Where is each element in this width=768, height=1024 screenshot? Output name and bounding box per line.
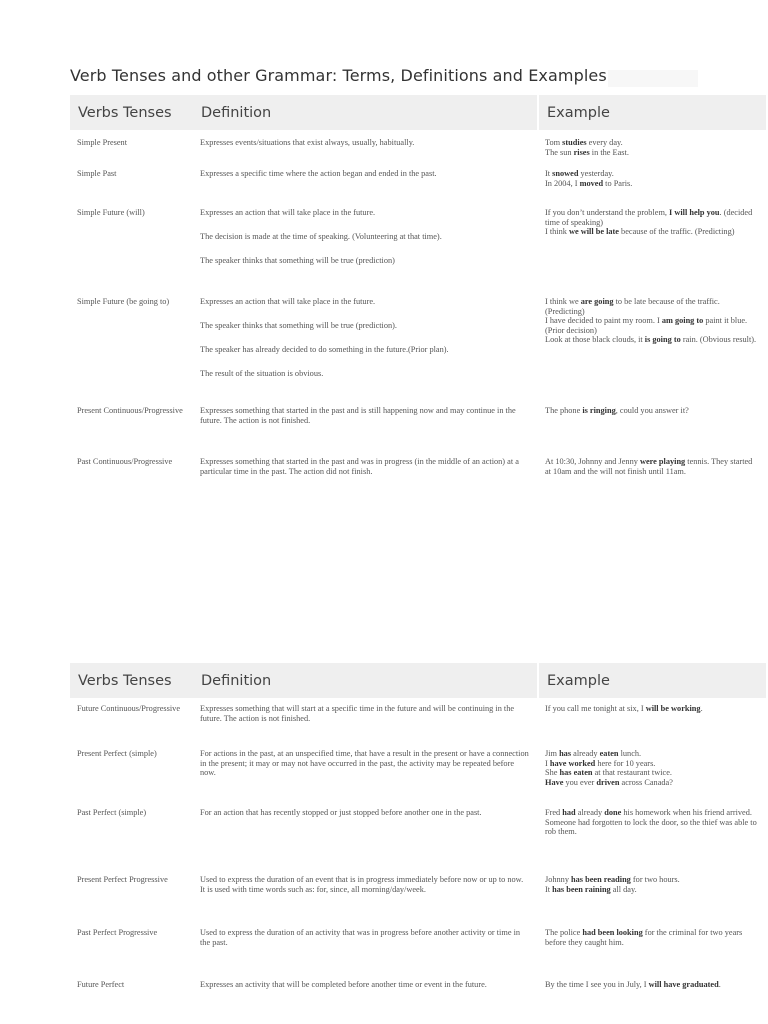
example-line — [545, 138, 758, 148]
definition-line: Expresses something that started in the past and is still happening now and may continue in the future. The action is not finished. — [200, 406, 516, 425]
definition-line: The speaker thinks that something will be true (prediction) — [200, 255, 395, 265]
tense-example — [538, 297, 766, 406]
example-text: . — [700, 704, 703, 713]
example-verb: studies — [562, 138, 587, 147]
example-line — [545, 316, 758, 335]
example-text: , could you answer it? — [615, 406, 689, 415]
tense-definition — [193, 406, 538, 457]
tense-definition — [193, 130, 538, 169]
table-header-row — [70, 95, 766, 130]
tense-table-2 — [70, 663, 766, 1020]
tense-table-1 — [70, 95, 766, 512]
example-text: I think — [545, 227, 569, 237]
tense-name: Past Continuous/Progressive — [77, 457, 173, 466]
header-verbs-tenses: Verbs Tenses — [70, 663, 193, 698]
header-definition: Definition — [193, 663, 538, 698]
example-verb: done — [604, 808, 622, 817]
tense-definition — [193, 208, 538, 297]
example-verb: were playing — [639, 457, 686, 466]
example-text: because of the traffic. (Predicting) — [618, 227, 735, 237]
example-text: Jim — [545, 749, 560, 758]
example-text: I — [545, 758, 550, 768]
tense-name: Simple Future (will) — [77, 208, 145, 217]
definition-line: The speaker thinks that something will be true (prediction). — [200, 320, 397, 330]
example-text: lunch. — [618, 749, 642, 758]
example-text: Tom — [545, 138, 563, 147]
definition-line: Expresses an action that will take place in the future. — [200, 297, 376, 306]
example-text: to be late because of the traffic. (Predicting) — [545, 297, 720, 316]
tense-example — [538, 130, 766, 169]
header-example: Example — [538, 95, 766, 130]
example-text: . — [718, 980, 721, 989]
table-row — [70, 457, 766, 512]
example-verb: are going — [580, 297, 614, 306]
tense-definition — [193, 808, 538, 875]
table-body-2 — [70, 698, 766, 1020]
example-text: If you don’t understand the problem, — [545, 208, 670, 217]
table-row — [70, 980, 766, 1020]
tense-example — [538, 169, 766, 208]
tense-definition — [193, 169, 538, 208]
example-verb: driven — [596, 777, 620, 787]
definition-line: Expresses an action that will take place in the future. — [200, 208, 376, 217]
example-verb: eaten — [599, 749, 619, 758]
tense-example — [538, 406, 766, 457]
example-line — [545, 148, 758, 158]
example-text: It — [545, 884, 553, 894]
definition-line: Expresses something that will start at a specific time in the future and will be continuing in the future. The action is not finished. — [200, 704, 515, 723]
example-text: here for 10 years. — [595, 758, 656, 768]
example-verb: has been reading — [571, 875, 631, 884]
header-verbs-tenses: Verbs Tenses — [70, 95, 193, 130]
example-line — [545, 227, 758, 237]
example-text: Fred — [545, 808, 563, 817]
example-text: all day. — [610, 884, 637, 894]
example-text: The phone — [545, 406, 583, 415]
example-text: yesterday. — [578, 169, 614, 178]
example-verb: have worked — [549, 758, 596, 768]
example-line — [545, 885, 758, 895]
example-verb: snowed — [552, 169, 579, 178]
example-text: By the time I see you in July, I — [545, 980, 649, 989]
example-text: for the criminal for two years before they caught him. — [545, 928, 743, 947]
definition-line: Expresses something that started in the past and was in progress (in the middle of an action) at a particular time in the past. The action did not finish. — [200, 457, 519, 476]
table-row — [70, 698, 766, 749]
example-line — [545, 768, 758, 778]
example-verb: am going to — [661, 316, 704, 326]
example-text: In 2004, I — [545, 178, 580, 188]
table-row — [70, 406, 766, 457]
example-verb: is going to — [644, 335, 681, 345]
example-line — [545, 208, 758, 227]
table-row — [70, 208, 766, 297]
example-line — [545, 818, 758, 837]
tense-example — [538, 749, 766, 808]
definition-line: Used to express the duration of an activity that was in progress before another activity or time in the past. — [200, 928, 521, 947]
tense-example — [538, 698, 766, 749]
header-definition: Definition — [193, 95, 538, 130]
example-text: rain. (Obvious result). — [680, 335, 757, 345]
example-text: already — [575, 808, 605, 817]
example-text: you ever — [563, 777, 597, 787]
tense-name: Future Continuous/Progressive — [77, 704, 181, 713]
example-text: The sun — [545, 147, 574, 157]
tense-example — [538, 457, 766, 512]
example-verb: rises — [573, 147, 590, 157]
example-text: It — [545, 169, 553, 178]
tense-example — [538, 928, 766, 980]
tense-definition — [193, 457, 538, 512]
header-example: Example — [538, 663, 766, 698]
example-line — [545, 749, 758, 759]
tense-name: Future Perfect — [77, 980, 125, 989]
example-line — [545, 335, 758, 345]
example-line — [545, 759, 758, 769]
example-text: tennis. They started at 10am and the will not finish until 11am. — [545, 457, 753, 476]
table-row — [70, 928, 766, 980]
example-verb: has eaten — [559, 768, 593, 778]
table-row — [70, 130, 766, 169]
definition-line: Expresses a specific time where the action began and ended in the past. — [200, 169, 437, 178]
tense-example — [538, 875, 766, 928]
title-placeholder-box — [608, 70, 698, 87]
tense-name: Simple Future (be going to) — [77, 297, 170, 306]
example-text: Someone had forgotten to lock the door, so the thief was able to rob them. — [545, 817, 757, 837]
example-text: I think we — [545, 297, 581, 306]
example-verb: has — [559, 749, 572, 758]
example-verb: we will be late — [568, 227, 619, 237]
definition-line: Expresses events/situations that exist always, usually, habitually. — [200, 138, 415, 147]
tense-example — [538, 808, 766, 875]
example-text: The police — [545, 928, 583, 937]
example-text: at that restaurant twice. — [592, 768, 672, 778]
table-row — [70, 169, 766, 208]
example-verb: will be working — [645, 704, 701, 713]
definition-line: The speaker has already decided to do something in the future.(Prior plan). — [200, 344, 449, 354]
example-verb: will have graduated — [648, 980, 719, 989]
table-row — [70, 297, 766, 406]
example-text: I have decided to paint my room. I — [545, 316, 662, 326]
example-text: Johnny — [545, 875, 572, 884]
example-line — [545, 980, 758, 990]
table-row — [70, 749, 766, 808]
definition-line: For actions in the past, at an unspecified time, that have a result in the present or have a connection in the present; it may or may not have occurred in the past, the activity may be repeated before now. — [200, 749, 529, 778]
example-text: She — [545, 768, 560, 778]
definition-line: For an action that has recently stopped or just stopped before another one in the past. — [200, 808, 482, 817]
example-text: for two hours. — [630, 875, 680, 884]
example-verb: moved — [579, 178, 604, 188]
table-header-row — [70, 663, 766, 698]
example-line — [545, 169, 758, 179]
tense-name: Simple Past — [77, 169, 117, 178]
tense-definition — [193, 749, 538, 808]
tense-name: Past Perfect Progressive — [77, 928, 158, 937]
tense-definition — [193, 698, 538, 749]
example-line — [545, 297, 758, 316]
example-verb: had been looking — [582, 928, 643, 937]
tense-definition — [193, 928, 538, 980]
example-line — [545, 704, 758, 714]
example-line — [545, 875, 758, 885]
example-text: paint it blue. (Prior decision) — [545, 316, 748, 335]
tense-definition — [193, 875, 538, 928]
definition-line: Used to express the duration of an event that is in progress immediately before now or up to now. It is used with time words such as: for, since, all morning/day/week. — [200, 875, 524, 894]
example-text: already — [571, 749, 600, 758]
example-text: Look at those black clouds, it — [545, 335, 645, 345]
example-verb: I will help you — [669, 208, 720, 217]
example-text: . (decided time of speaking) — [545, 208, 753, 227]
tense-name: Past Perfect (simple) — [77, 808, 147, 817]
definition-line: Expresses an activity that will be completed before another time or event in the future. — [200, 980, 487, 989]
example-text: his homework when his friend arrived. — [621, 808, 752, 817]
example-text: every day. — [586, 138, 623, 147]
example-line — [545, 179, 758, 189]
tense-name: Present Continuous/Progressive — [77, 406, 183, 415]
table-row — [70, 875, 766, 928]
table-body-1 — [70, 130, 766, 512]
table-row — [70, 808, 766, 875]
example-verb: had — [562, 808, 576, 817]
example-text: in the East. — [589, 147, 629, 157]
example-verb: is ringing — [582, 406, 616, 415]
example-text: to Paris. — [603, 178, 633, 188]
example-text: At 10:30, Johnny and Jenny — [545, 457, 640, 466]
tense-name: Present Perfect (simple) — [77, 749, 157, 758]
page-title: Verb Tenses and other Grammar: Terms, Definitions and Examples — [70, 66, 607, 85]
tense-name: Simple Present — [77, 138, 128, 147]
definition-line: The result of the situation is obvious. — [200, 368, 324, 378]
tense-definition — [193, 980, 538, 1020]
definition-line: The decision is made at the time of speaking. (Volunteering at that time). — [200, 231, 442, 241]
example-text: If you call me tonight at six, I — [545, 704, 646, 713]
tense-name: Present Perfect Progressive — [77, 875, 168, 884]
example-verb: has been raining — [552, 884, 611, 894]
example-line — [545, 406, 758, 416]
tense-example — [538, 980, 766, 1020]
example-line — [545, 778, 758, 788]
example-line — [545, 928, 758, 947]
example-text: across Canada? — [619, 777, 673, 787]
tense-example — [538, 208, 766, 297]
tense-definition — [193, 297, 538, 406]
example-line — [545, 808, 758, 818]
example-verb: Have — [545, 777, 564, 787]
example-line — [545, 457, 758, 476]
